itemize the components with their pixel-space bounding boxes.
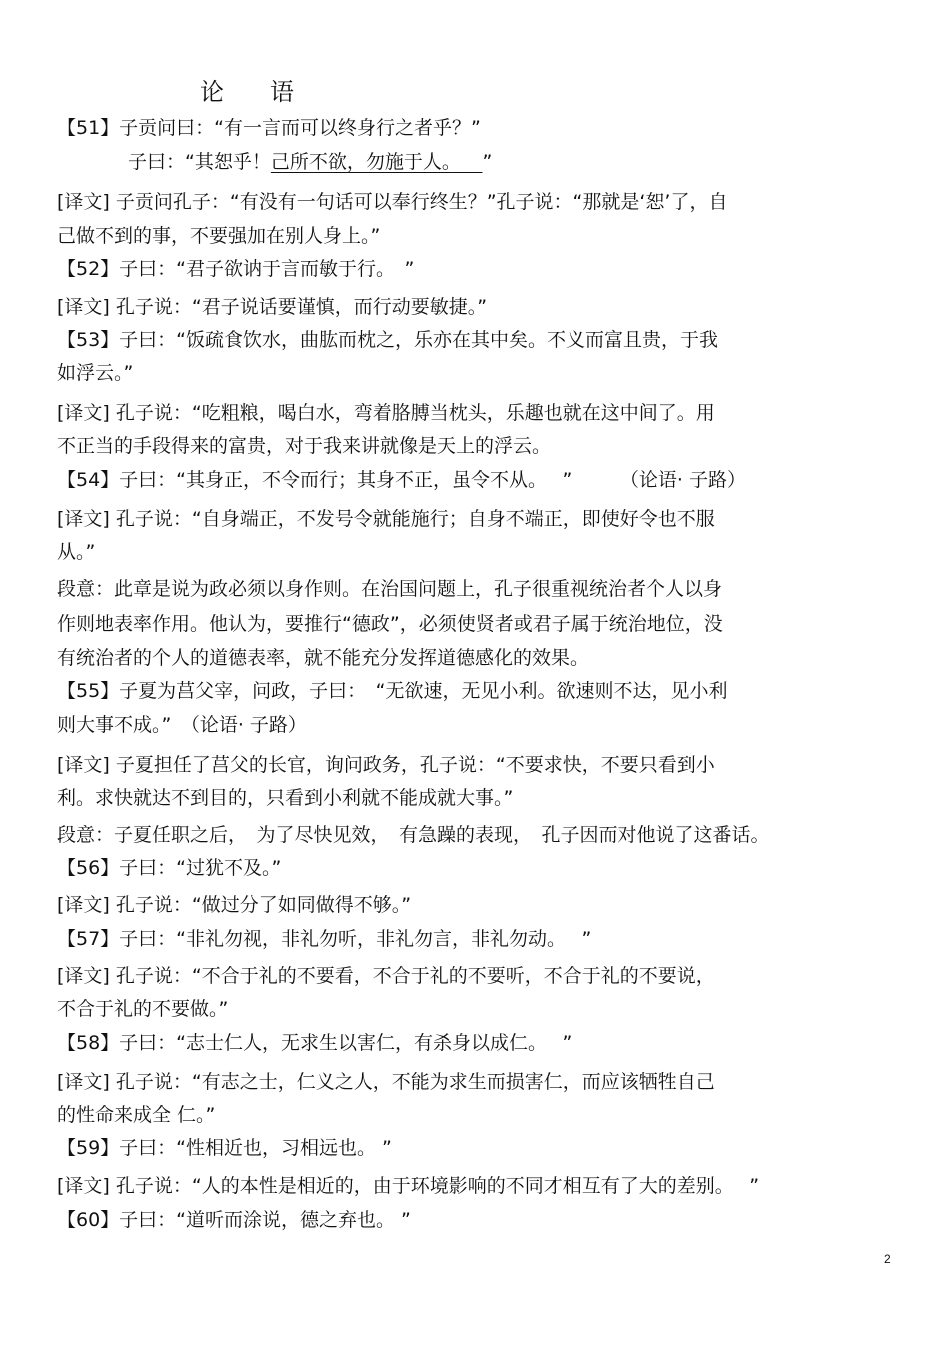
title-char-2: 语 [270, 78, 294, 106]
text-line: 【56】子曰：“过犹不及。” [57, 857, 282, 879]
text-line: 【55】子夏为莒父宰，问政，子曰： “无欲速，无见小利。欲速则不达，见小利 [57, 680, 728, 702]
text-line: 从。” [57, 541, 96, 563]
text-line: 【54】子曰：“其身正，不令而行；其身不正，虽令不从。 ” （论语· 子路） [57, 469, 746, 491]
text-line: 【52】子曰：“君子欲讷于言而敏于行。 ” [57, 258, 415, 280]
text-line: 【59】子曰：“性相近也，习相远也。 ” [57, 1137, 392, 1159]
text-line: 【57】子曰：“非礼勿视，非礼勿听，非礼勿言，非礼勿动。 ” [57, 928, 592, 950]
text-line: 的性命来成全 仁。” [57, 1104, 216, 1126]
text-line: 【60】子曰：“道听而涂说，德之弃也。 ” [57, 1209, 411, 1231]
text-line: 段意：子夏任职之后， 为了尽快见效， 有急躁的表现， 孔子因而对他说了这番话。 [57, 824, 770, 846]
text-line: 有统治者的个人的道德表率，就不能充分发挥道德感化的效果。 [57, 647, 590, 669]
underlined-quote [271, 151, 483, 173]
text-line: 段意：此章是说为政必须以身作则。在治国问题上，孔子很重视统治者个人以身 [57, 578, 723, 600]
text-line [128, 151, 492, 173]
text-span: 己所不欲，勿施于人。 [270, 151, 452, 173]
text-line: [译文] 孔子说：“做过分了如同做得不够。” [57, 894, 412, 916]
text-line: [译文] 子贡问孔子：“有没有一句话可以奉行终生？”孔子说：“那就是‘恕’了，自 [57, 191, 728, 213]
text-line: [译文] 子夏担任了莒父的长官，询问政务，孔子说：“不要求快，不要只看到小 [57, 754, 715, 776]
text-line: 利。求快就达不到目的，只看到小利就不能成就大事。” [57, 787, 514, 809]
text-line: 不正当的手段得来的富贵，对于我来讲就像是天上的浮云。 [57, 435, 552, 457]
text-line: 【51】子贡问曰：“有一言而可以终身行之者乎？” [57, 117, 481, 139]
text-line: [译文] 孔子说：“自身端正，不发号令就能施行；自身不端正，即使好令也不服 [57, 508, 715, 530]
text-line: 【58】子曰：“志士仁人，无求生以害仁，有杀身以成仁。 ” [57, 1032, 573, 1054]
text-line: [译文] 孔子说：“有志之士，仁义之人，不能为求生而损害仁，而应该牺牲自己 [57, 1071, 715, 1093]
text-span: ” [482, 151, 493, 173]
text-line: [译文] 孔子说：“不合于礼的不要看，不合于礼的不要听，不合于礼的不要说， [57, 965, 715, 987]
document-title [200, 72, 340, 107]
text-line: 则大事不成。” （论语· 子路） [57, 714, 307, 736]
text-span: 子曰：“其恕乎！ [128, 151, 271, 173]
text-line: 不合于礼的不要做。” [57, 998, 229, 1020]
text-line: 如浮云。” [57, 362, 134, 384]
title-char-1: 论 [200, 78, 224, 106]
text-line: [译文] 孔子说：“人的本性是相近的，由于环境影响的不同才相互有了大的差别。 ” [57, 1175, 760, 1197]
text-line: [译文] 孔子说：“君子说话要谨慎，而行动要敏捷。” [57, 296, 488, 318]
text-line: [译文] 孔子说：“吃粗粮，喝白水，弯着胳膊当枕头，乐趣也就在这中间了。用 [57, 402, 715, 424]
text-line: 己做不到的事，不要强加在别人身上。” [57, 225, 381, 247]
page-number: 2 [884, 1252, 891, 1266]
text-line: 【53】子曰：“饭疏食饮水，曲肱而枕之，乐亦在其中矣。不义而富且贵，于我 [57, 329, 719, 351]
text-line: 作则地表率作用。他认为，要推行“德政”，必须使贤者或君子属于统治地位，没 [57, 613, 723, 635]
